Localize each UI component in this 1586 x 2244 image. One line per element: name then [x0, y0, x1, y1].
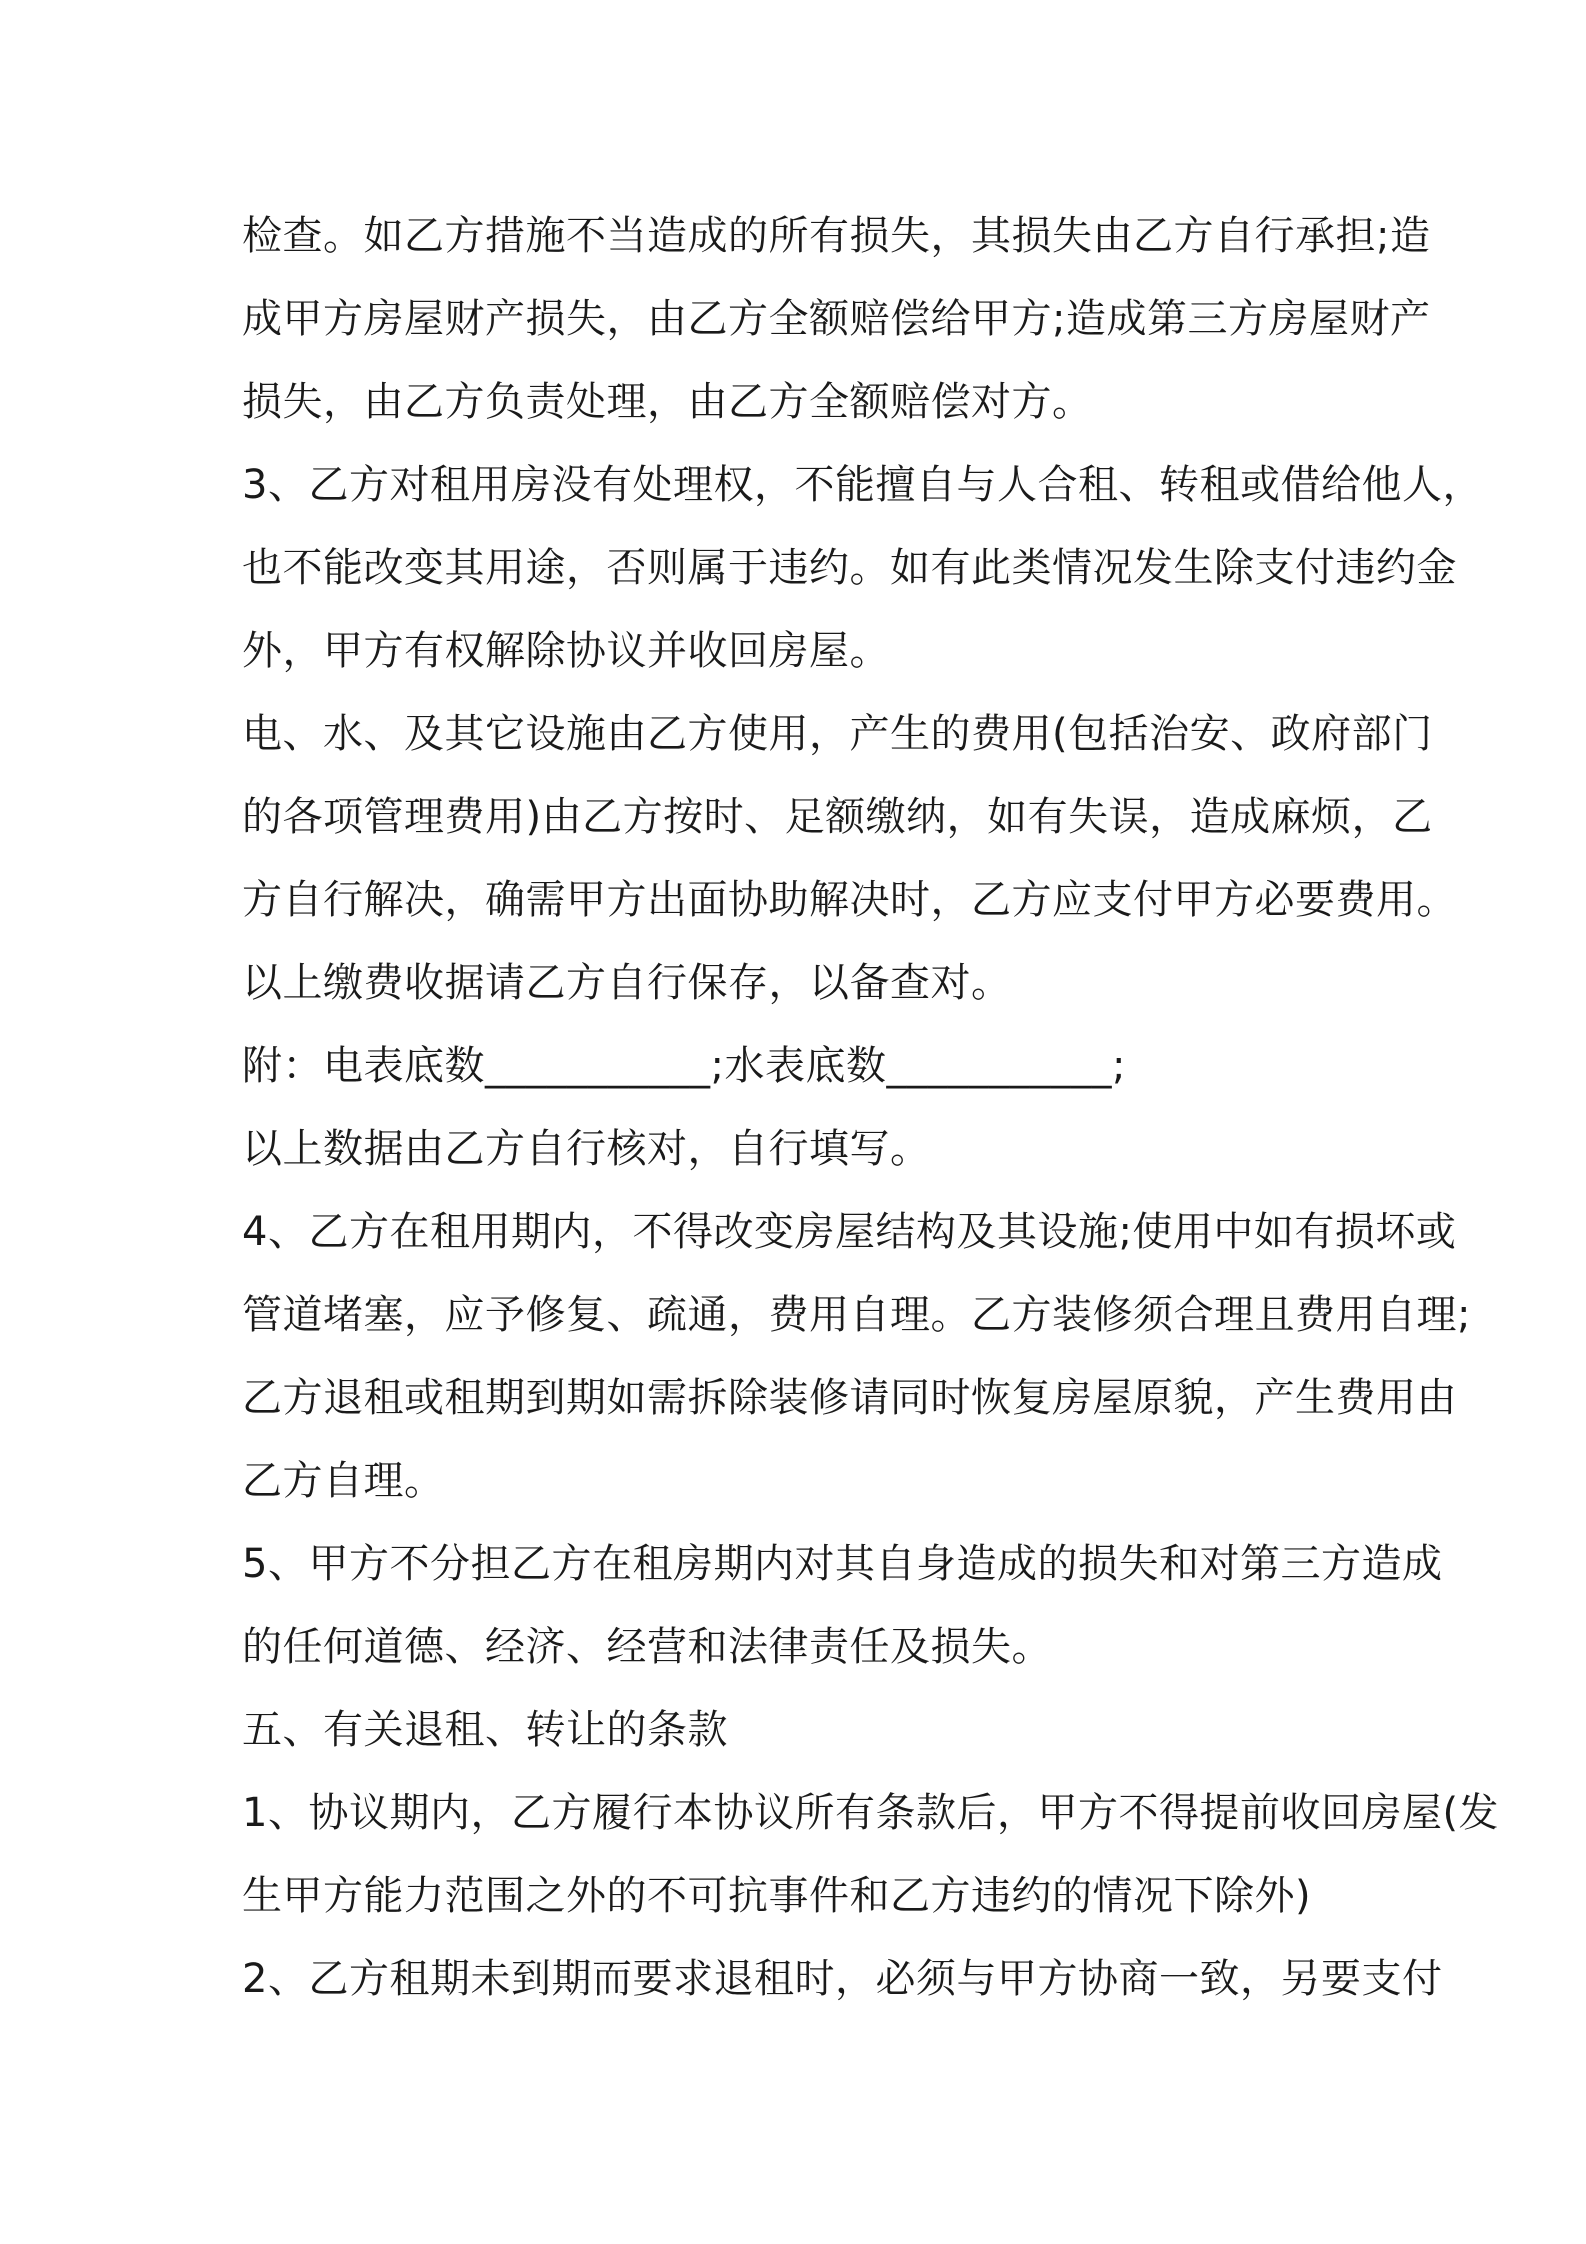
text-line: 的各项管理费用)由乙方按时、足额缴纳，如有失误，造成麻烦，乙 — [242, 794, 1433, 840]
text-line: 以上数据由乙方自行核对，自行填写。 — [242, 1126, 931, 1172]
text-line: 乙方自理。 — [242, 1458, 445, 1504]
clause-5-line: 5、甲方不分担乙方在租房期内对其自身造成的损失和对第三方造成 — [242, 1541, 1443, 1587]
meter-readings-line: 附：电表底数___________;水表底数___________; — [242, 1043, 1126, 1089]
text-line: 管道堵塞，应予修复、疏通，费用自理。乙方装修须合理且费用自理; — [242, 1292, 1471, 1338]
text-line: 也不能改变其用途，否则属于违约。如有此类情况发生除支付违约金 — [242, 545, 1457, 591]
text-line: 损失，由乙方负责处理，由乙方全额赔偿对方。 — [242, 379, 1093, 425]
text-line: 检查。如乙方措施不当造成的所有损失，其损失由乙方自行承担;造 — [242, 213, 1431, 259]
section-heading: 五、有关退租、转让的条款 — [242, 1707, 728, 1753]
text-line: 以上缴费收据请乙方自行保存，以备查对。 — [242, 960, 1012, 1006]
text-line: 乙方退租或租期到期如需拆除装修请同时恢复房屋原貌，产生费用由 — [242, 1375, 1457, 1421]
document-body — [242, 195, 1500, 2021]
clause-3-line: 3、乙方对租用房没有处理权，不能擅自与人合租、转租或借给他人， — [242, 462, 1483, 508]
clause-4-line: 4、乙方在租用期内，不得改变房屋结构及其设施;使用中如有损坏或 — [242, 1209, 1457, 1255]
text-line: 方自行解决，确需甲方出面协助解决时，乙方应支付甲方必要费用。 — [242, 877, 1457, 923]
utilities-line: 电、水、及其它设施由乙方使用，产生的费用(包括治安、政府部门 — [242, 711, 1433, 757]
text-line: 外，甲方有权解除协议并收回房屋。 — [242, 628, 890, 674]
clause-1-line: 1、协议期内，乙方履行本协议所有条款后，甲方不得提前收回房屋(发 — [242, 1790, 1500, 1836]
text-line: 成甲方房屋财产损失，由乙方全额赔偿给甲方;造成第三方房屋财产 — [242, 296, 1431, 342]
text-line: 的任何道德、经济、经营和法律责任及损失。 — [242, 1624, 1052, 1670]
clause-2-line: 2、乙方租期未到期而要求退租时，必须与甲方协商一致，另要支付 — [242, 1956, 1443, 2002]
text-line: 生甲方能力范围之外的不可抗事件和乙方违约的情况下除外) — [242, 1873, 1312, 1919]
